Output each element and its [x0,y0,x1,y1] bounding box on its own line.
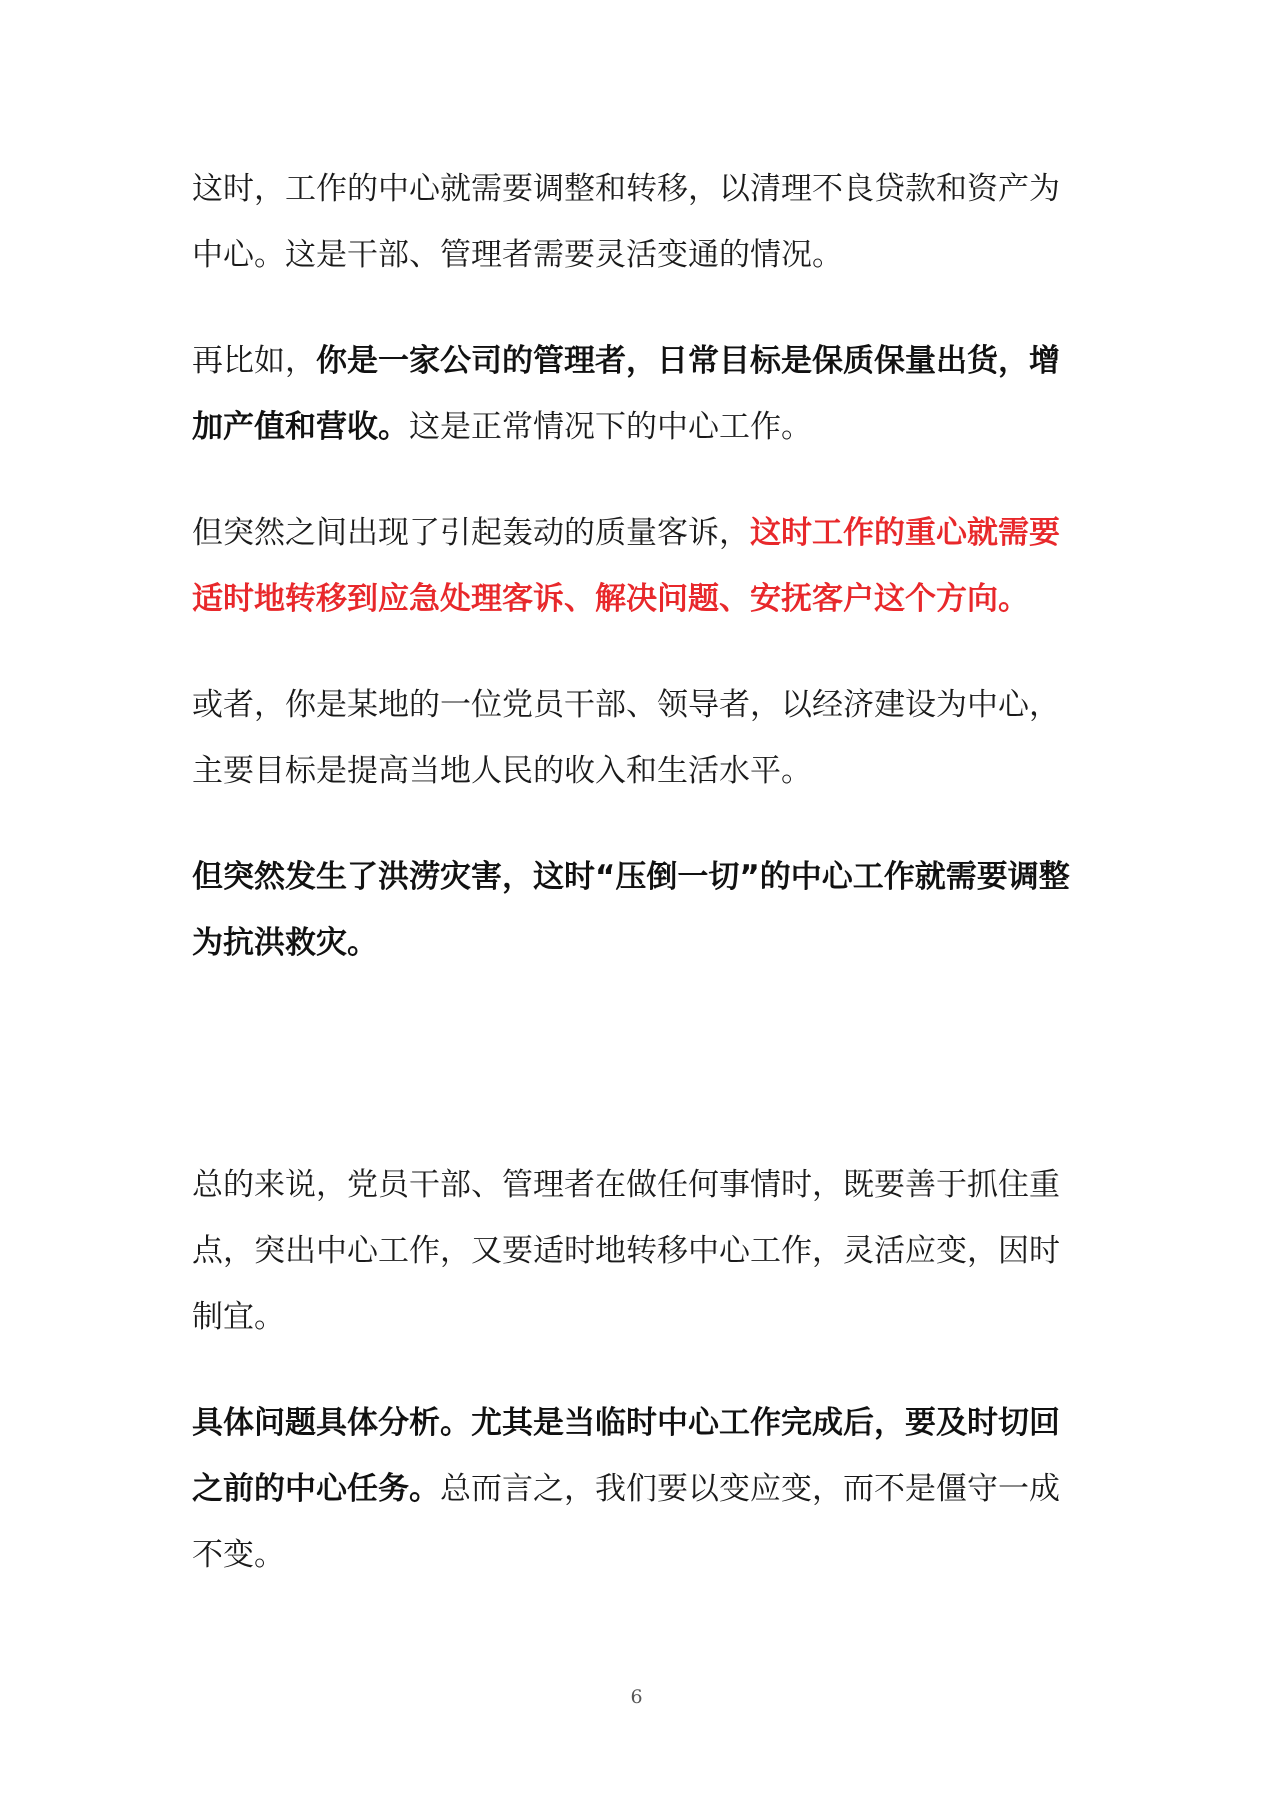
paragraph-7 [192,1390,1084,1588]
paragraph-2-tail: 这是正常情况下的中心工作。 [409,409,812,445]
paragraph-1-text: 这时，工作的中心就需要调整和转移，以清理不良贷款和资产为中心。这是干部、管理者需要灵活变通的情况。 [192,171,1060,273]
paragraph-3-red-emphasis: 这时工作的重心就需要适时地转移到应急处理客诉、解决问题、安抚客户这个方向。 [192,515,1060,617]
paragraph-5-bold: 但突然发生了洪涝灾害，这时“压倒一切”的中心工作就需要调整为抗洪救灾。 [192,859,1070,961]
paragraph-2-lead: 再比如， [192,343,316,379]
paragraph-3 [192,500,1084,632]
paragraph-6 [192,1152,1084,1350]
page-content [192,156,1084,1588]
paragraph-2-bold: 你是一家公司的管理者，日常目标是保质保量出货，增加产值和营收。 [192,343,1060,445]
paragraph-4 [192,672,1084,804]
paragraph-1 [192,156,1084,288]
page-number: 6 [630,1686,643,1708]
paragraph-3-lead: 但突然之间出现了引起轰动的质量客诉， [192,515,750,551]
paragraph-7-bold: 具体问题具体分析。尤其是当临时中心工作完成后，要及时切回之前的中心任务。 [192,1405,1060,1507]
paragraph-6-text: 总的来说，党员干部、管理者在做任何事情时，既要善于抓住重点，突出中心工作，又要适时地转移中心工作，灵活应变，因时制宜。 [192,1167,1060,1335]
paragraph-4-text: 或者，你是某地的一位党员干部、领导者，以经济建设为中心，主要目标是提高当地人民的收入和生活水平。 [192,687,1060,789]
paragraph-7-tail: 总而言之，我们要以变应变，而不是僵守一成不变。 [192,1471,1060,1573]
paragraph-2 [192,328,1084,460]
paragraph-5 [192,844,1084,976]
